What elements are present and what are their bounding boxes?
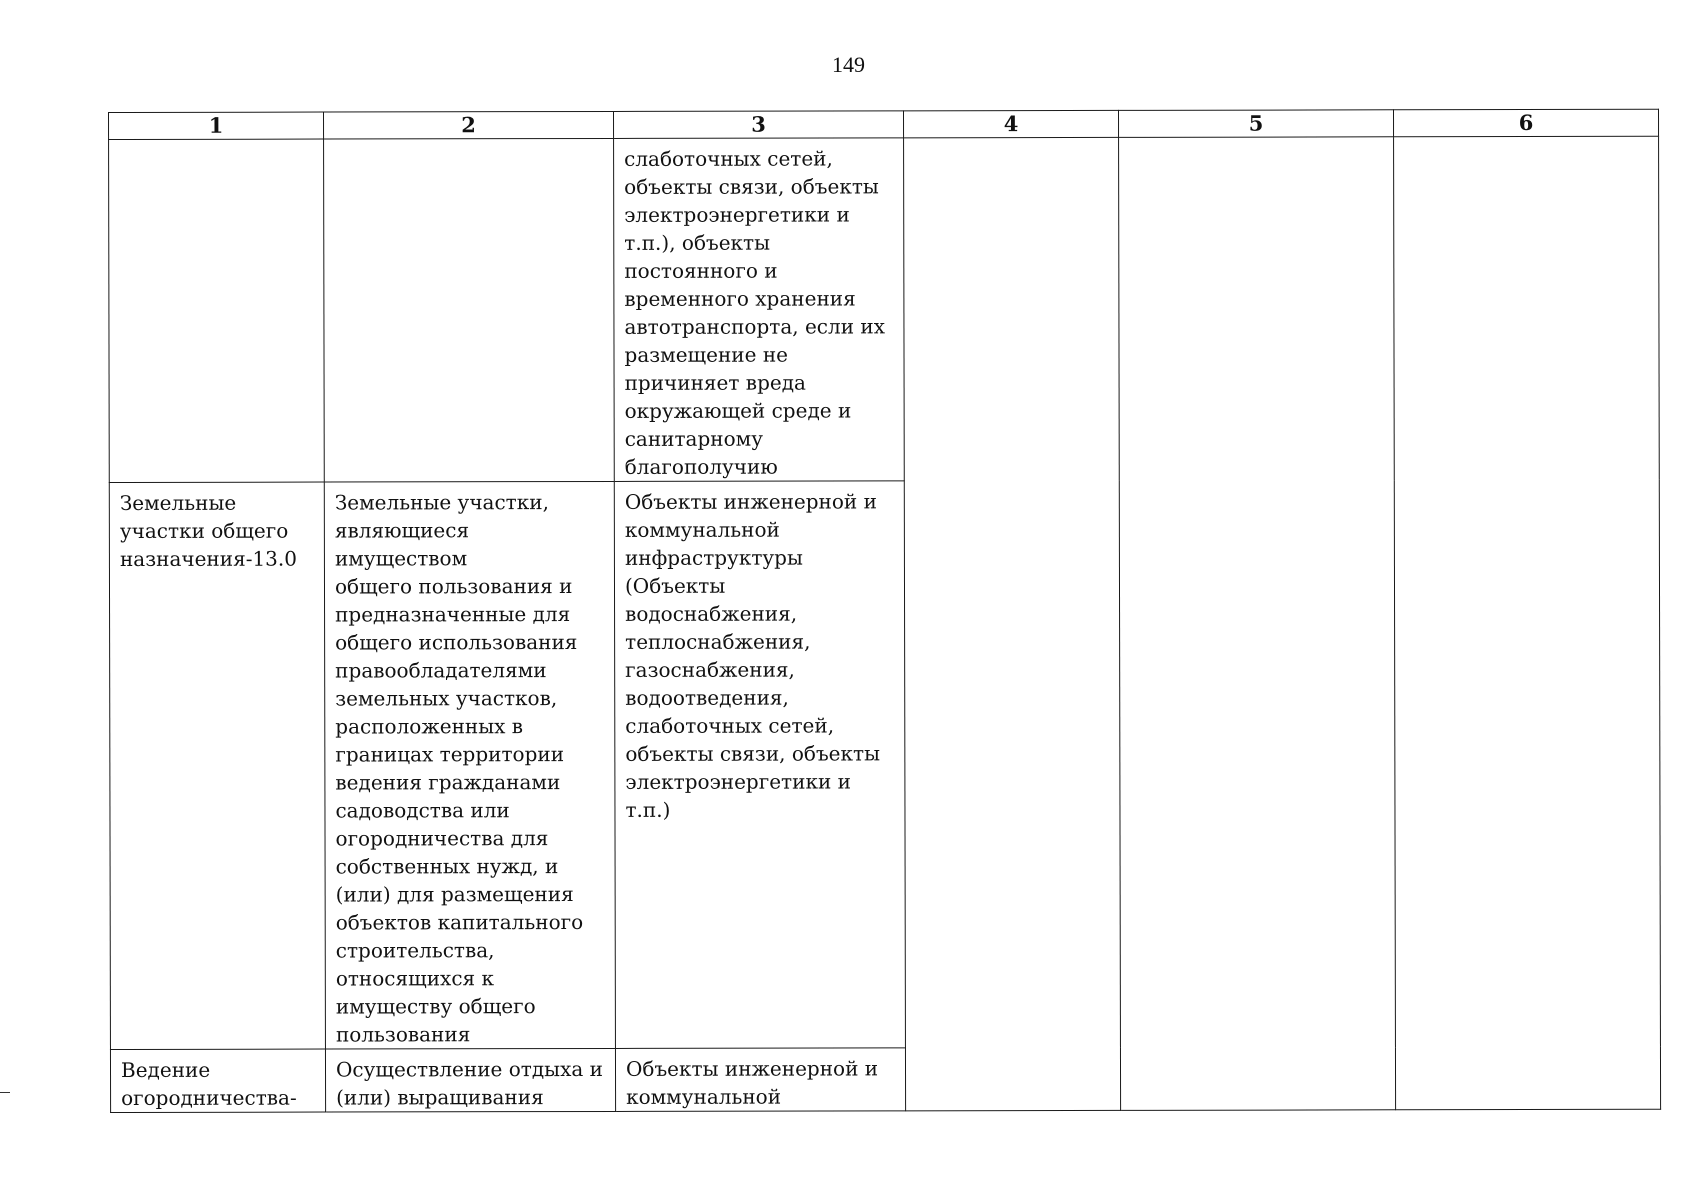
header-col-6: 6	[1393, 109, 1658, 137]
cell-permitted-objects: Объекты инженерной и коммунальной инфраструктуры (Объекты водоснабжения, теплоснабжения, газоснабжения, водоотведения, слаботочных сетей, объекты связи, объекты электроэнергетики и т.п.)	[614, 481, 905, 1049]
header-col-4: 4	[903, 110, 1118, 137]
scan-margin-mark	[0, 1092, 10, 1093]
cell-column-4-merged	[904, 137, 1121, 1110]
cell-land-use-type	[109, 139, 325, 482]
cell-land-use-type: Ведение огородничества-	[110, 1049, 325, 1112]
table-header-row	[109, 109, 1659, 139]
header-col-2: 2	[324, 111, 614, 139]
cell-land-use-type: Земельные участки общего назначения-13.0	[109, 482, 325, 1049]
cell-column-5-merged	[1119, 137, 1396, 1111]
cell-land-use-description: Осуществление отдыха и (или) выращивания	[325, 1048, 615, 1112]
regulation-table	[108, 109, 1661, 1113]
cell-land-use-description	[324, 138, 615, 482]
cell-permitted-objects: Объекты инженерной и коммунальной	[615, 1048, 905, 1112]
cell-permitted-objects: слаботочных сетей, объекты связи, объекты электроэнергетики и т.п.), объекты постоянного и временного хранения автотранспорта, если их размещение не причиняет вреда окружающей среде и санитарному благополучию	[614, 138, 905, 482]
header-col-1: 1	[109, 112, 324, 139]
cell-land-use-description: Земельные участки, являющиеся имуществом общего пользования и предназначенные для общего использования правообладателями земельных участков, расположенных в границах территории ведения гражданами садоводства или огородничества для собственных нужд, и (или) для размещения объектов капитального строительства, относящихся к имуществу общего пользования	[324, 481, 615, 1049]
header-col-3: 3	[613, 111, 903, 139]
cell-column-6-merged	[1394, 136, 1661, 1110]
page-number: 149	[832, 52, 865, 77]
header-col-5: 5	[1118, 110, 1393, 138]
table-row	[109, 136, 1660, 482]
